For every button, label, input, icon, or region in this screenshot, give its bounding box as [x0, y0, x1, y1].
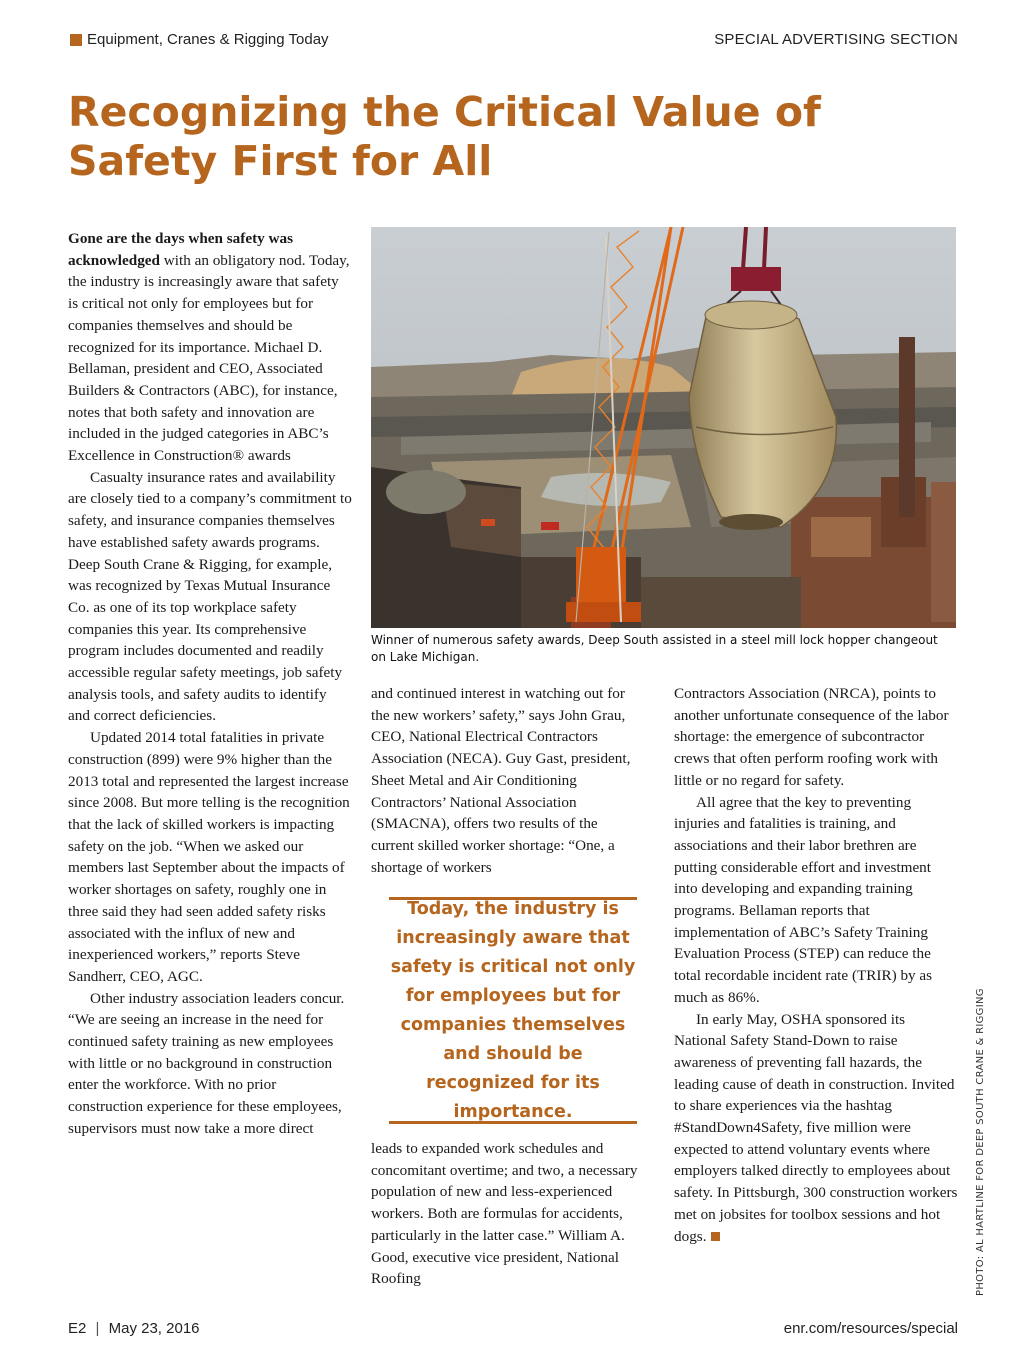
body-paragraph: Updated 2014 total fatalities in private construction (899) were 9% higher than the 2013 total and represented the largest increase since 2008. But more telling is the recognition that the lack of skilled workers is impacting safety on the job. “When we asked our members last September about the impacts of worker shortages on safety, roughly one in three said they had seen added safety risks associated with the influx of new and inexperienced workers,” reports Steve Sandherr, CEO, AGC. — [68, 729, 350, 985]
page-footer-left — [68, 1320, 200, 1337]
issue-date: May 23, 2016 — [108, 1320, 200, 1337]
photo-caption: Winner of numerous safety awards, Deep South assisted in a steel mill lock hopper changeout on Lake Michigan. — [371, 633, 938, 664]
footer-separator: | — [95, 1320, 100, 1337]
body-paragraph: All agree that the key to preventing injuries and fatalities is training, and associations and their labor brethren are putting considerable effort and investment into developing and expanding training programs. Bellaman reports that implementation of ABC’s Safety Training Evaluation Process (STEP) can reduce the total recordable incident rate (TRIR) by as much as 86%. — [674, 793, 933, 1006]
article-column-2-bottom — [371, 1138, 641, 1290]
article-column-2-top — [371, 683, 641, 878]
section-header — [70, 31, 329, 48]
photo-credit: PHOTO: AL HARTLINE FOR DEEP SOUTH CRANE & RIGGING — [975, 988, 986, 1296]
crane-lift-illustration — [371, 227, 956, 628]
footer-url[interactable]: enr.com/resources/special — [783, 1320, 958, 1337]
closing-paragraph — [674, 1009, 958, 1248]
body-paragraph: Other industry association leaders concur. “We are seeing an increase in the need for continued safety training as new employees with little or no background in construction enter the workforce. With no prior construction experience for these employees, supervisors must now take a more direct — [68, 989, 345, 1137]
body-paragraph: and continued interest in watching out for the new workers’ safety,” says John Grau, CEO, National Electrical Contractors Association (NECA). Guy Gast, president, Sheet Metal and Air Conditioning Contractors’ National Association (SMACNA), offers two results of the current skilled worker shortage: “One, a shortage of workers — [371, 685, 631, 876]
body-paragraph: Contractors Association (NRCA), points to another unfortunate consequence of the labor shortage: the emergence of subcontractor crews that often perform roofing work with little or no regard for safety. — [674, 685, 949, 789]
article-column-3 — [674, 683, 958, 1247]
body-paragraph: Casualty insurance rates and availability are closely tied to a company’s commitment to safety, and insurance companies themselves have established safety awards programs. Deep South Crane & Rigging, for example, was recognized by Texas Mutual Insurance Co. as one of its top workplace safety companies this year. Its comprehensive program includes documented and readily accessible regular safety meetings, job safety analysis tools, and safety audits to identify and correct deficiencies. — [68, 468, 352, 725]
advertising-label: SPECIAL ADVERTISING SECTION — [714, 31, 958, 48]
lead-text: with an obligatory nod. Today, the industry is increasingly aware that safety is critical not only for employees but for companies themselves and should be recognized for its importance. Michael D. Bellaman, president and CEO, Associated Builders & Contractors (ABC), for instance, notes that both safety and innovation are included in the judged categories in ABC’s Excellence in Construction® awards — [68, 251, 350, 465]
lead-in: Gone are the days when safety was acknowledged — [68, 230, 293, 269]
article-column-1 — [68, 228, 352, 1140]
closing-text: In early May, OSHA sponsored its National Safety Stand-Down to raise awareness of preventing fall hazards, the leading cause of death in construction. Invited to share experiences via the hashtag #StandDown4Safety, five million were expected to attend voluntary events where employers talked directly to employees about safety. In Pittsburgh, 300 construction workers met on jobsites for toolbox sessions and hot dogs. — [674, 1010, 958, 1245]
section-name: Equipment, Cranes & Rigging Today — [87, 31, 329, 48]
page-number: E2 — [68, 1320, 87, 1337]
pull-quote — [389, 897, 637, 1124]
article-title: Recognizing the Critical Value of Safety First for All — [68, 88, 821, 185]
article-photo — [371, 227, 956, 628]
end-mark-icon — [711, 1232, 720, 1241]
body-paragraph: leads to expanded work schedules and concomitant overtime; and two, a necessary population of new and less-experienced workers. Both are formulas for accidents, particularly in the latter case.” William A. Good, executive vice president, National Roofing — [371, 1140, 638, 1288]
section-marker-icon — [70, 34, 82, 46]
lead-paragraph — [68, 228, 352, 467]
pull-quote-text: Today, the industry is increasingly aware that safety is critical not only for employees but for companies themselves and should be recognized for its importance. — [390, 898, 636, 1122]
